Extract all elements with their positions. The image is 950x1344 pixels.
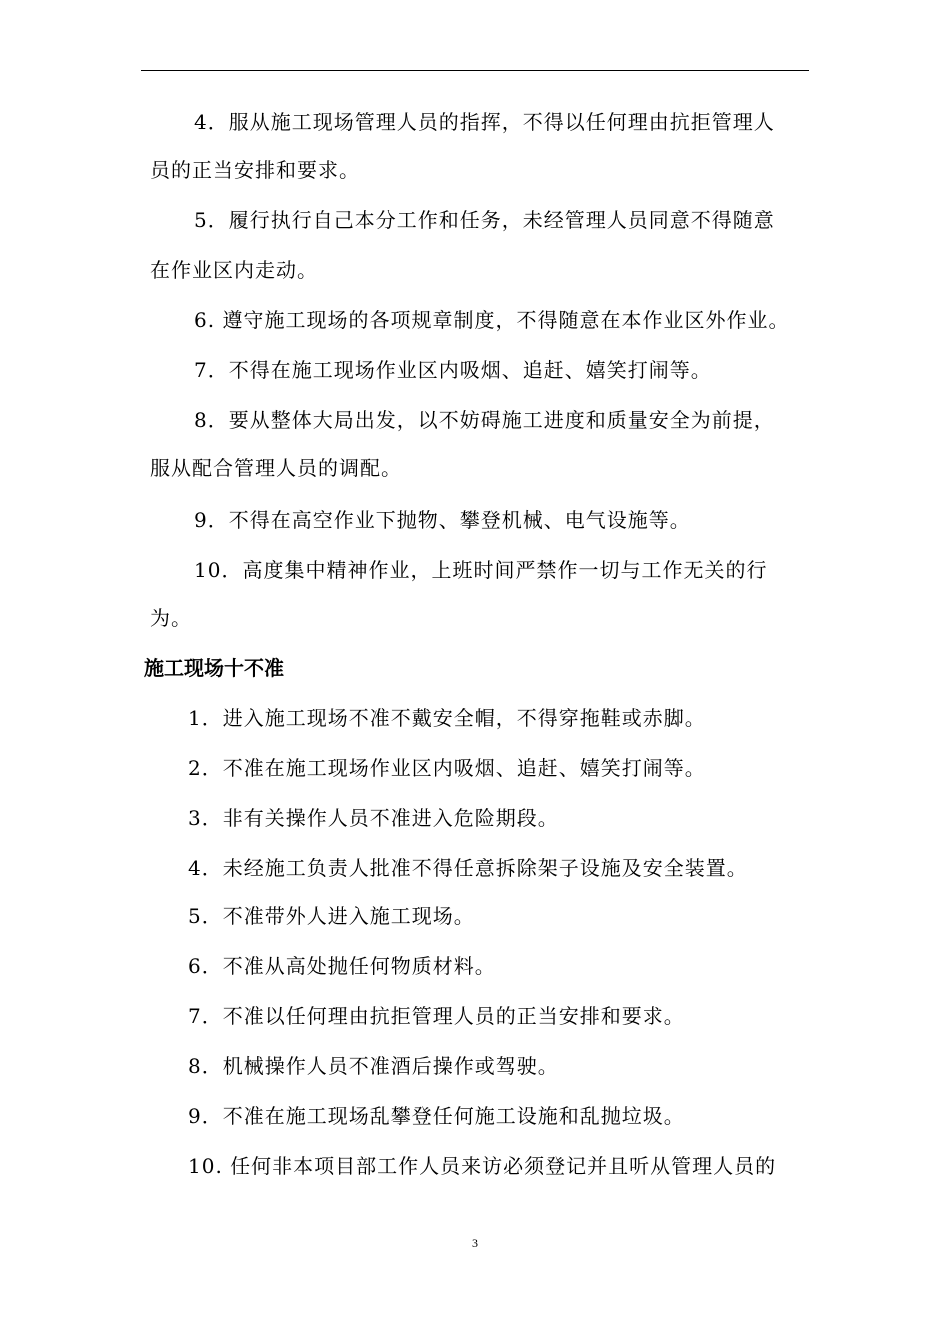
ten-rule-5: 5．不准带外人进入施工现场。 — [188, 904, 475, 928]
rule-7: 7．不得在施工现场作业区内吸烟、追赶、嬉笑打闹等。 — [194, 358, 712, 382]
ten-rule-8: 8．机械操作人员不准酒后操作或驾驶。 — [188, 1054, 559, 1078]
ten-rule-4: 4．未经施工负责人批准不得任意拆除架子设施及安全装置。 — [188, 856, 748, 880]
rule-4-line-1: 4．服从施工现场管理人员的指挥，不得以任何理由抗拒管理人 — [194, 110, 775, 134]
rule-8-line-2: 服从配合管理人员的调配。 — [150, 456, 402, 480]
ten-rule-6: 6．不准从高处抛任何物质材料。 — [188, 954, 496, 978]
rule-10-line-1: 10．高度集中精神作业，上班时间严禁作一切与工作无关的行 — [194, 558, 768, 582]
rule-10-line-2: 为。 — [150, 606, 192, 630]
rule-8-line-1: 8．要从整体大局出发，以不妨碍施工进度和质量安全为前提， — [194, 408, 775, 432]
rule-9: 9．不得在高空作业下抛物、攀登机械、电气设施等。 — [194, 508, 691, 532]
rule-5-line-1: 5．履行执行自己本分工作和任务，未经管理人员同意不得随意 — [194, 208, 775, 232]
ten-rule-7: 7．不准以任何理由抗拒管理人员的正当安排和要求。 — [188, 1004, 685, 1028]
ten-rule-9: 9．不准在施工现场乱攀登任何施工设施和乱抛垃圾。 — [188, 1104, 685, 1128]
ten-rule-3: 3．非有关操作人员不准进入危险期段。 — [188, 806, 559, 830]
section-title: 施工现场十不准 — [144, 656, 284, 680]
rule-6: 6. 遵守施工现场的各项规章制度，不得随意在本作业区外作业。 — [194, 308, 790, 332]
page-number: 3 — [472, 1236, 478, 1250]
ten-rule-2: 2．不准在施工现场作业区内吸烟、追赶、嬉笑打闹等。 — [188, 756, 706, 780]
rule-4-line-2: 员的正当安排和要求。 — [150, 158, 360, 182]
rule-5-line-2: 在作业区内走动。 — [150, 258, 318, 282]
ten-rule-1: 1．进入施工现场不准不戴安全帽，不得穿拖鞋或赤脚。 — [188, 706, 706, 730]
ten-rule-10: 10. 任何非本项目部工作人员来访必须登记并且听从管理人员的 — [188, 1154, 777, 1178]
header-rule — [141, 70, 809, 71]
